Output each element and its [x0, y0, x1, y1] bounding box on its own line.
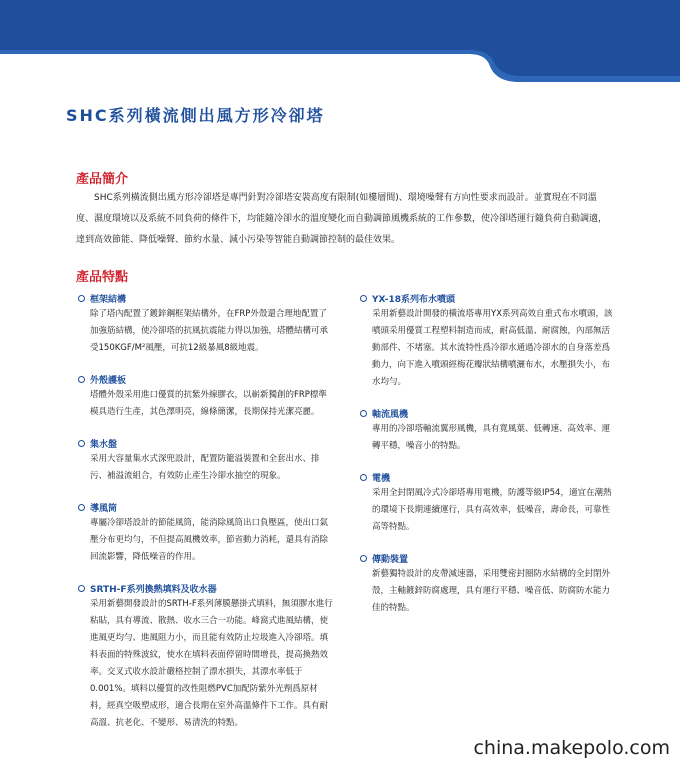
feature-title: 電機: [372, 473, 391, 484]
header-wave: [0, 0, 680, 82]
bullet-icon: [78, 295, 85, 302]
header-band: [0, 0, 680, 82]
feature-title: 框架結構: [90, 294, 127, 305]
source-watermark: china.makepolo.com: [473, 737, 670, 759]
feature-title: SRTH-F系列換熱填料及收水器: [90, 584, 217, 595]
bullet-icon: [78, 585, 85, 592]
bullet-icon: [360, 295, 367, 302]
feature-body: 采用新藝開發設計的SRTH-F系列薄膜懸掛式填料，無須膠水進行粘貼，具有導流、散熱、收水三合一功能。峰窩式進風結構，使進風更均勻、進風阻力小，而且能有效防止垃圾進入冷卻塔。填料表面的特殊波紋，使水在填料表面停留時間增長，提高換熱效率。交叉式收水設計嚴格控制了漂水損失，其漂水率低于0.001%。填料以優質的改性阻燃PVC加配防紫外光劑爲原材料，經真空吸塑成形，適合長期在室外高溫條件下工作。具有耐高溫、抗老化、不變形、易清洗的特點。: [90, 599, 333, 728]
features-heading: 產品特點: [76, 270, 129, 285]
feature-item: [360, 405, 618, 455]
bullet-icon: [360, 410, 367, 417]
feature-item: [360, 290, 618, 391]
bullet-icon: [360, 555, 367, 562]
feature-body: 新藝獨特設計的皮帶減速器，采用雙密封圈防水結構的全封閉外殼，主軸鍍鋅防腐處理，具有運行平穩、噪音低、防腐防水能力佳的特點。: [372, 569, 611, 613]
bullet-icon: [78, 440, 85, 447]
feature-title: 外殼護板: [90, 375, 127, 386]
page-title: SHC系列橫流側出風方形冷卻塔: [66, 106, 325, 125]
feature-item: [360, 550, 618, 617]
feature-body: 采用全封閉風冷式冷卻塔專用電機，防護等級IP54，適宜在潮熱的環境下長期連續運行，具有高效率，低噪音，壽命長，可靠性高等特點。: [372, 488, 612, 532]
feature-body: 除了塔內配置了鍍鋅鋼框架結構外，在FRP外殼還合理地配置了加強筋結構，使冷卻塔的抗風抗震能力得以加強，塔體結構可承受150KGF/M²風壓，可抗12級暴風8級地震。: [90, 309, 329, 353]
feature-title: 集水盤: [90, 439, 118, 450]
feature-title: 軸流風機: [372, 409, 409, 420]
feature-item: [78, 580, 334, 732]
feature-body: 專用的冷卻塔軸流翼形風機，具有寬風葉、低轉速、高效率、運轉平穩，噪音小的特點。: [372, 424, 611, 451]
intro-heading: 產品簡介: [76, 172, 129, 187]
feature-body: 專屬冷卻塔設計的節能風筒，能消除風筒出口負壓區，使出口氣壓分布更均勻，不但提高風機效率，節省動力消耗，還具有消除回流影響，降低噪音的作用。: [90, 518, 329, 562]
feature-item: [360, 469, 618, 536]
bullet-icon: [78, 504, 85, 511]
bullet-icon: [78, 376, 85, 383]
feature-item: [78, 435, 334, 485]
feature-item: [78, 290, 334, 357]
features-right-column: [360, 290, 618, 631]
feature-item: [78, 371, 334, 421]
feature-title: 導風筒: [90, 503, 118, 514]
bullet-icon: [360, 474, 367, 481]
feature-title: YX-18系列布水噴頭: [372, 294, 455, 305]
features-left-column: [78, 290, 334, 746]
feature-title: 傳動裝置: [372, 554, 409, 565]
feature-body: 塔體外殼采用進口優質的抗紫外線膠衣，以嶄新獨創的FRP標準模具造行生產，其色澤明亮，線條簡潔，長期保持光潔亮麗。: [90, 390, 327, 417]
feature-body: 采用大容量集水式深兜設計，配置防籠溢裝置和全套出水、排污、補溢流組合，有效防止產生冷卻水抽空的現象。: [90, 454, 320, 481]
feature-body: 采用新藝設計開發的橫流塔專用YX系列高效自重式布水噴頭，該噴頭采用優質工程塑料制造而成，耐高低溫、耐腐蝕，內部無活動部件、不堵塞。其水流特性爲冷卻水通過冷卻水的自身落差爲動力，向下進入噴頭經梅花瓣狀結構噴灑布水，水壓損失小，布水均勻。: [372, 309, 613, 387]
intro-paragraph: SHC系列橫流側出風方形冷卻塔是專門針對冷卻塔安裝高度有限制(如樓層間)、環境噪聲有方向性要求而設計。並實現在不同溫度、濕度環境以及系統不同負荷的條件下，均能隨冷卻水的溫度變化而自動調節風機系統的工作參數，使冷卻塔運行隨負荷自動調適，達到高效節能、降低噪聲、節約水量、減小污染等智能自動調節控制的最佳效果。: [76, 193, 608, 245]
feature-item: [78, 499, 334, 566]
